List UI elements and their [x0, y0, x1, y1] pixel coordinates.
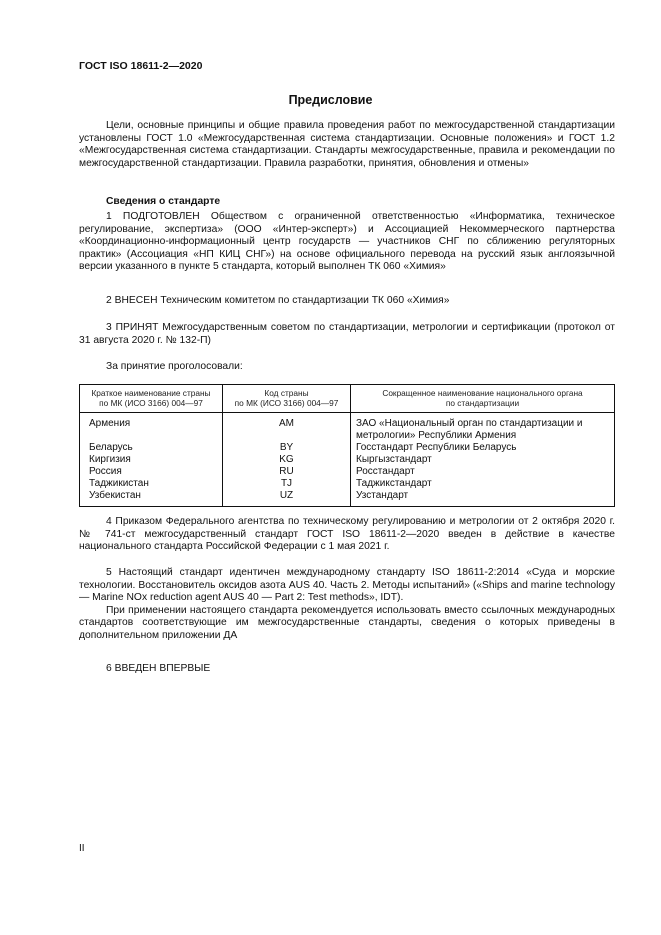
item-4-paragraph: 4 Приказом Федерального агентства по техническому регулированию и метрологии от 2 октября 2020 г. № 741-ст межгосударственный стандарт ГОСТ ISO 18611-2—2020 введен в действие в качестве национального стандарта Российской Федерации с 1 мая 2021 г.: [79, 516, 615, 553]
code-cell: RU: [223, 466, 351, 478]
page-title: Предисловие: [288, 93, 373, 107]
org-cell: Узстандарт: [351, 490, 615, 507]
table-row: [80, 490, 615, 507]
header-org: Сокращенное наименование национального органа по стандартизации: [351, 385, 615, 413]
vote-label: За принятие проголосовали:: [106, 361, 243, 372]
country-cell: Россия: [80, 466, 223, 478]
org-cell: Таджикстандарт: [351, 478, 615, 490]
country-cell: Беларусь: [80, 442, 223, 454]
section-title: Сведения о стандарте: [106, 196, 221, 207]
voting-countries-table: [79, 384, 615, 507]
page-number: II: [79, 843, 85, 854]
table-row: [80, 478, 615, 490]
org-cell: Росстандарт: [351, 466, 615, 478]
item-6-paragraph: 6 ВВЕДЕН ВПЕРВЫЕ: [106, 663, 211, 674]
country-cell: Таджикистан: [80, 478, 223, 490]
country-cell: Киргизия: [80, 454, 223, 466]
code-cell: UZ: [223, 490, 351, 507]
item-1-paragraph: 1 ПОДГОТОВЛЕН Обществом с ограниченной ответственностью «Информатика, техническое регулирование, экспертиза» (ООО «Интер-эксперт») и Ассоциацией Некоммерческого партнерства «Координационно-информационный центр государств — участников СНГ по сближению регуляторных практик» (Ассоциация «НП КИЦ СНГ») на основе официального перевода на русский язык англоязычной версии указанного в пункте 5 стандарта, который выполнен ТК 060 «Химия»: [79, 211, 615, 273]
code-cell: AM: [223, 413, 351, 443]
header-country: Краткое наименование страны по МК (ИСО 3166) 004—97: [80, 385, 223, 413]
item-3-paragraph: 3 ПРИНЯТ Межгосударственным советом по стандартизации, метрологии и сертификации (протокол от 31 августа 2020 г. № 132-П): [79, 322, 615, 346]
intro-paragraph: Цели, основные принципы и общие правила проведения работ по межгосударственной стандартизации установлены ГОСТ 1.0 «Межгосударственная система стандартизации. Основные положения» и ГОСТ 1.2 «Межгосударственная система стандартизации. Стандарты межгосударственные, правила и рекомендации по межгосударственной стандартизации. Правила разработки, принятия, обновления и отмены»: [79, 120, 615, 169]
header-code: Код страны по МК (ИСО 3166) 004—97: [223, 385, 351, 413]
org-cell: Кыргызстандарт: [351, 454, 615, 466]
table-row: [80, 413, 615, 443]
item-5-paragraph: 5 Настоящий стандарт идентичен международному стандарту ISO 18611-2:2014 «Суда и морские технологии. Восстановитель оксидов азота AUS 40. Часть 2. Методы испытаний» («Ships and marine technology — Marine NOx reduction agent AUS 40 — Part 2: Test methods», IDT). При применении настоящего стандарта рекомендуется использовать вместо ссылочных международных стандартов соответствующие им межгосударственные стандарты, сведения о которых приведены в дополнительном приложении ДА: [79, 567, 615, 641]
table-row: [80, 466, 615, 478]
item-2-paragraph: 2 ВНЕСЕН Техническим комитетом по стандартизации ТК 060 «Химия»: [106, 295, 450, 306]
org-cell: Госстандарт Республики Беларусь: [351, 442, 615, 454]
org-cell: ЗАО «Национальный орган по стандартизации и метрологии» Республики Армения: [351, 413, 615, 443]
table-row: [80, 442, 615, 454]
country-cell: Узбекистан: [80, 490, 223, 507]
country-cell: Армения: [80, 413, 223, 443]
code-cell: BY: [223, 442, 351, 454]
table-header-row: [80, 385, 615, 413]
code-cell: TJ: [223, 478, 351, 490]
standard-code-header: ГОСТ ISO 18611-2—2020: [79, 60, 203, 72]
item-5-note: При применении настоящего стандарта рекомендуется использовать вместо ссылочных международных стандартов соответствующие им межгосударственные стандарты, сведения о которых приведены в дополнительном приложении ДА: [79, 604, 615, 641]
table-row: [80, 454, 615, 466]
code-cell: KG: [223, 454, 351, 466]
